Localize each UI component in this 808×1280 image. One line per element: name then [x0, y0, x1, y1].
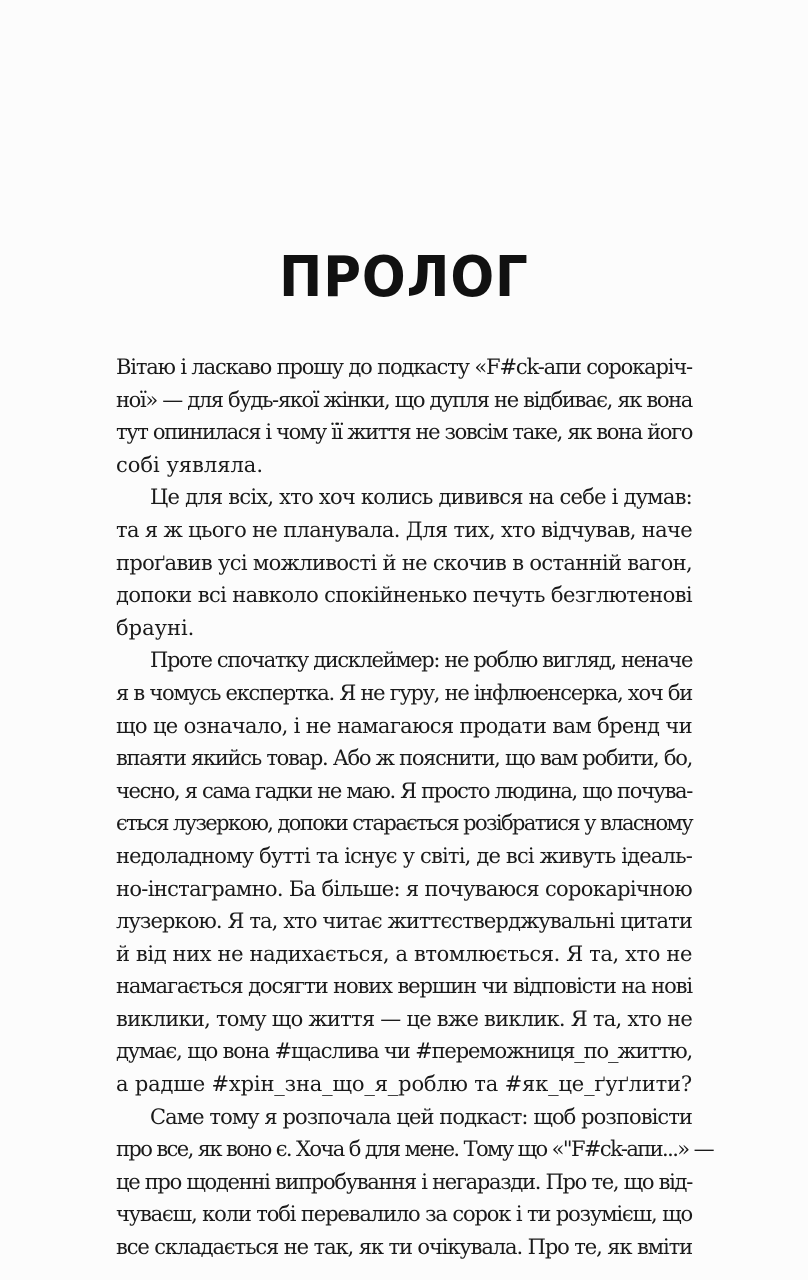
text-line: но-інстаграмно. Ба більше: я почуваюся сорокарічною	[116, 876, 692, 901]
text-line: це про щоденні випробування і негаразди. Про те, що від-	[116, 1169, 692, 1194]
text-line: лузеркою. Я та, хто читає життєстверджувальні цитати	[116, 909, 692, 934]
prologue-text	[116, 351, 713, 1264]
text-line: намагається досягти нових вершин чи відповісти на нові	[116, 974, 692, 999]
text-line: все складається не так, як ти очікувала. Про те, як вміти	[116, 1235, 693, 1260]
text-line: думає, що вона #щаслива чи #переможниця_по_життю,	[116, 1039, 692, 1064]
text-line: я в чомусь експертка. Я не гуру, не інфлюенсерка, хоч би	[116, 680, 692, 705]
text-line: про все, як воно є. Хоча б для мене. Тому що «"F#ck-апи...» —	[116, 1137, 713, 1162]
text-line: ється лузеркою, допоки старається розібратися у власному	[116, 811, 692, 836]
text-line: впаяти якийсь товар. Або ж пояснити, що вам робити, бо,	[116, 746, 692, 771]
text-line: Саме тому я розпочала цей подкаст: щоб розповісти	[150, 1104, 692, 1129]
text-line: проґавив усі можливості й не скочив в останній вагон,	[116, 550, 692, 575]
text-line: тут опинилася і чому її життя не зовсім таке, як вона його	[116, 420, 692, 445]
text-line: недоладному бутті та існує у світі, де всі живуть ідеаль-	[116, 843, 692, 868]
text-line: Проте спочатку дисклеймер: не роблю вигляд, неначе	[150, 648, 693, 673]
text-line: чуваєш, коли тобі перевалило за сорок і ти розумієш, що	[116, 1202, 692, 1227]
text-line: ної» — для будь-якої жінки, що дупля не відбиває, як вона	[116, 387, 692, 412]
text-line: Вітаю і ласкаво прошу до подкасту «F#ck-апи сорокаріч-	[116, 355, 692, 379]
text-line: брауні.	[116, 615, 195, 640]
text-line: собі уявляла.	[116, 452, 263, 477]
text-line: а радше #хрін_зна_що_я_роблю та #як_це_ґуґлити?	[116, 1072, 692, 1097]
chapter-heading: ПРОЛОГ	[279, 245, 529, 310]
text-line: та я ж цього не планувала. Для тих, хто відчував, наче	[116, 517, 692, 542]
text-line: що це означало, і не намагаюся продати вам бренд чи	[116, 713, 692, 738]
text-line: й від них не надихається, а втомлюється. Я та, хто не	[116, 941, 693, 966]
text-line: Це для всіх, хто хоч колись дивився на себе і думав:	[150, 485, 692, 510]
text-line: чесно, я сама гадки не маю. Я просто людина, що почува-	[116, 778, 692, 803]
text-line: виклики, тому що життя — це вже виклик. Я та, хто не	[116, 1006, 692, 1031]
text-line: допоки всі навколо спокійненько печуть безглютенові	[116, 583, 692, 608]
